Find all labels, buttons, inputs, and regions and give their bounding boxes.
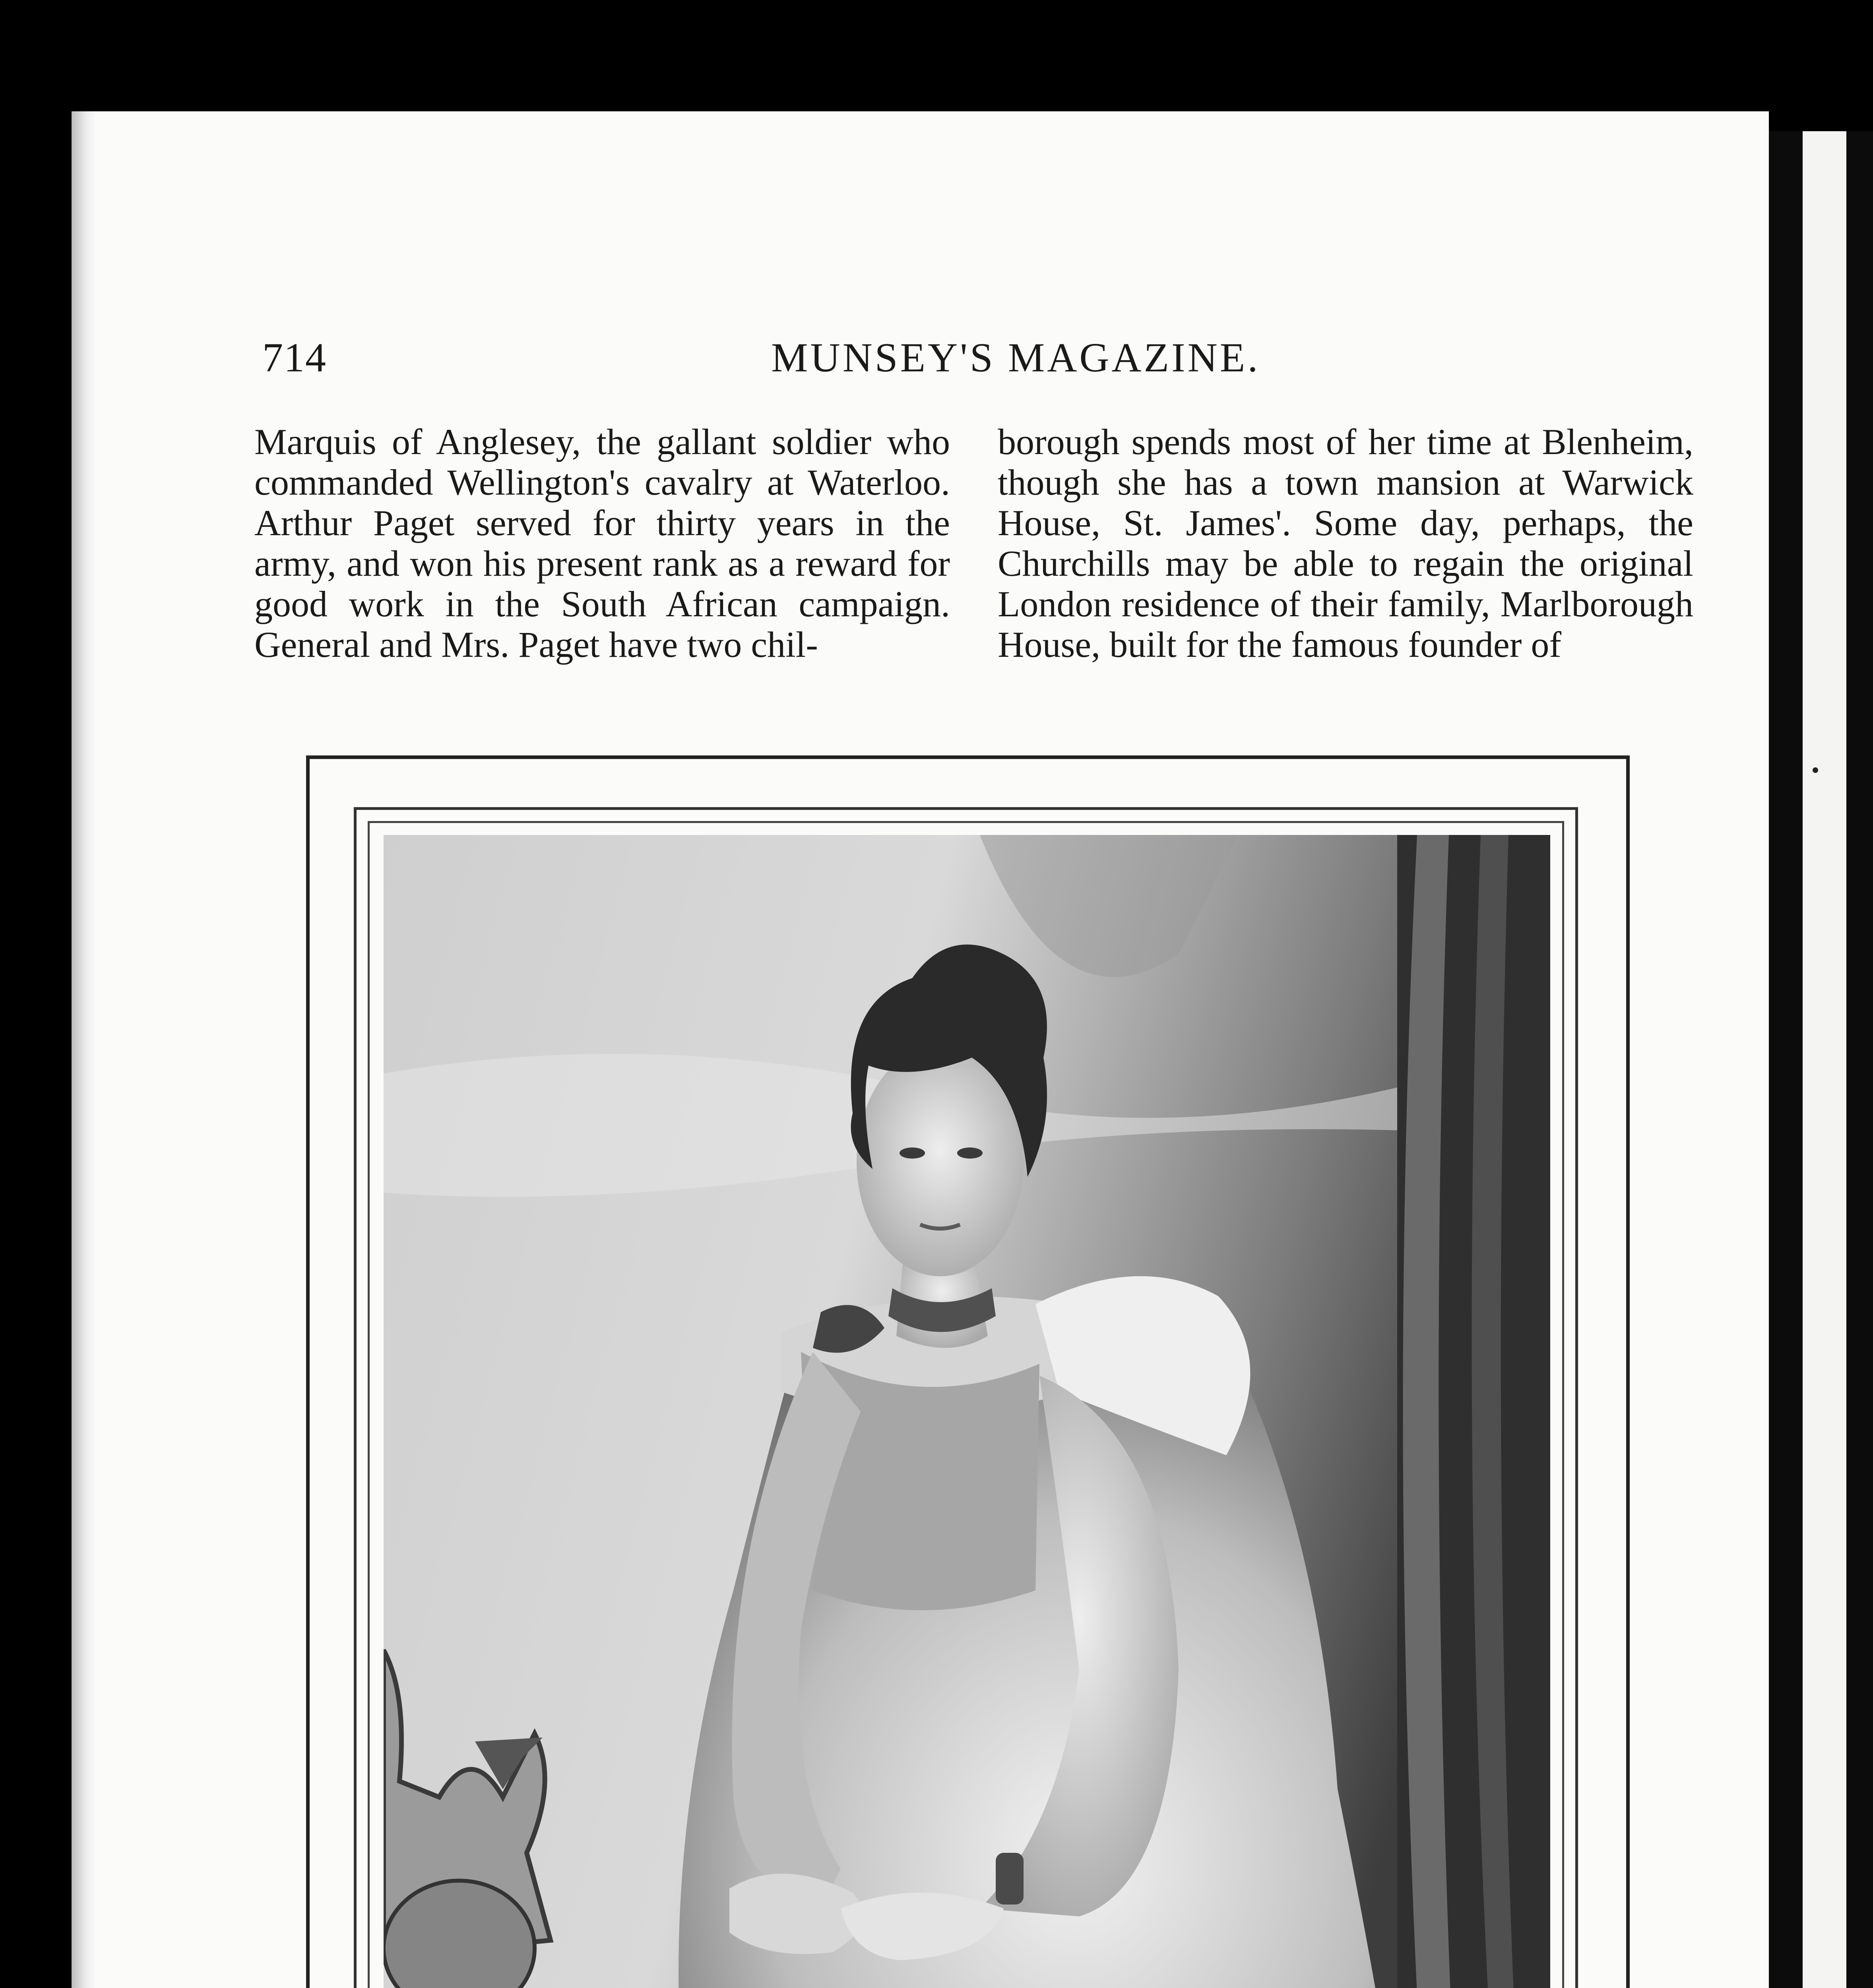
facing-page-edge [1803,131,1846,1988]
page-edge-shadow [72,111,95,1988]
column-top-right [998,421,1693,665]
portrait-photograph [384,835,1550,1988]
paragraph: borough spends most of her time at Blenheim, though she has a town mansion at Warwick House, St. James'. Some day, perhaps, the Churchills may be able to regain the original London residence of their family, Marlborough House, built for the famous founder of [998,421,1693,665]
paragraph: Marquis of Anglesey, the gallant soldier who commanded Wellington's cavalry at Waterloo. Arthur Paget served for thirty years in the army, and won his present rank as a reward for good work in the South African campaign. General and Mrs. Paget have two chil- [254,421,950,665]
column-top-left [254,421,950,665]
gutter-mark [1813,767,1818,773]
page-number: 714 [262,335,327,381]
running-head: MUNSEY'S MAGAZINE. [771,335,1260,381]
page-header [262,334,1685,386]
